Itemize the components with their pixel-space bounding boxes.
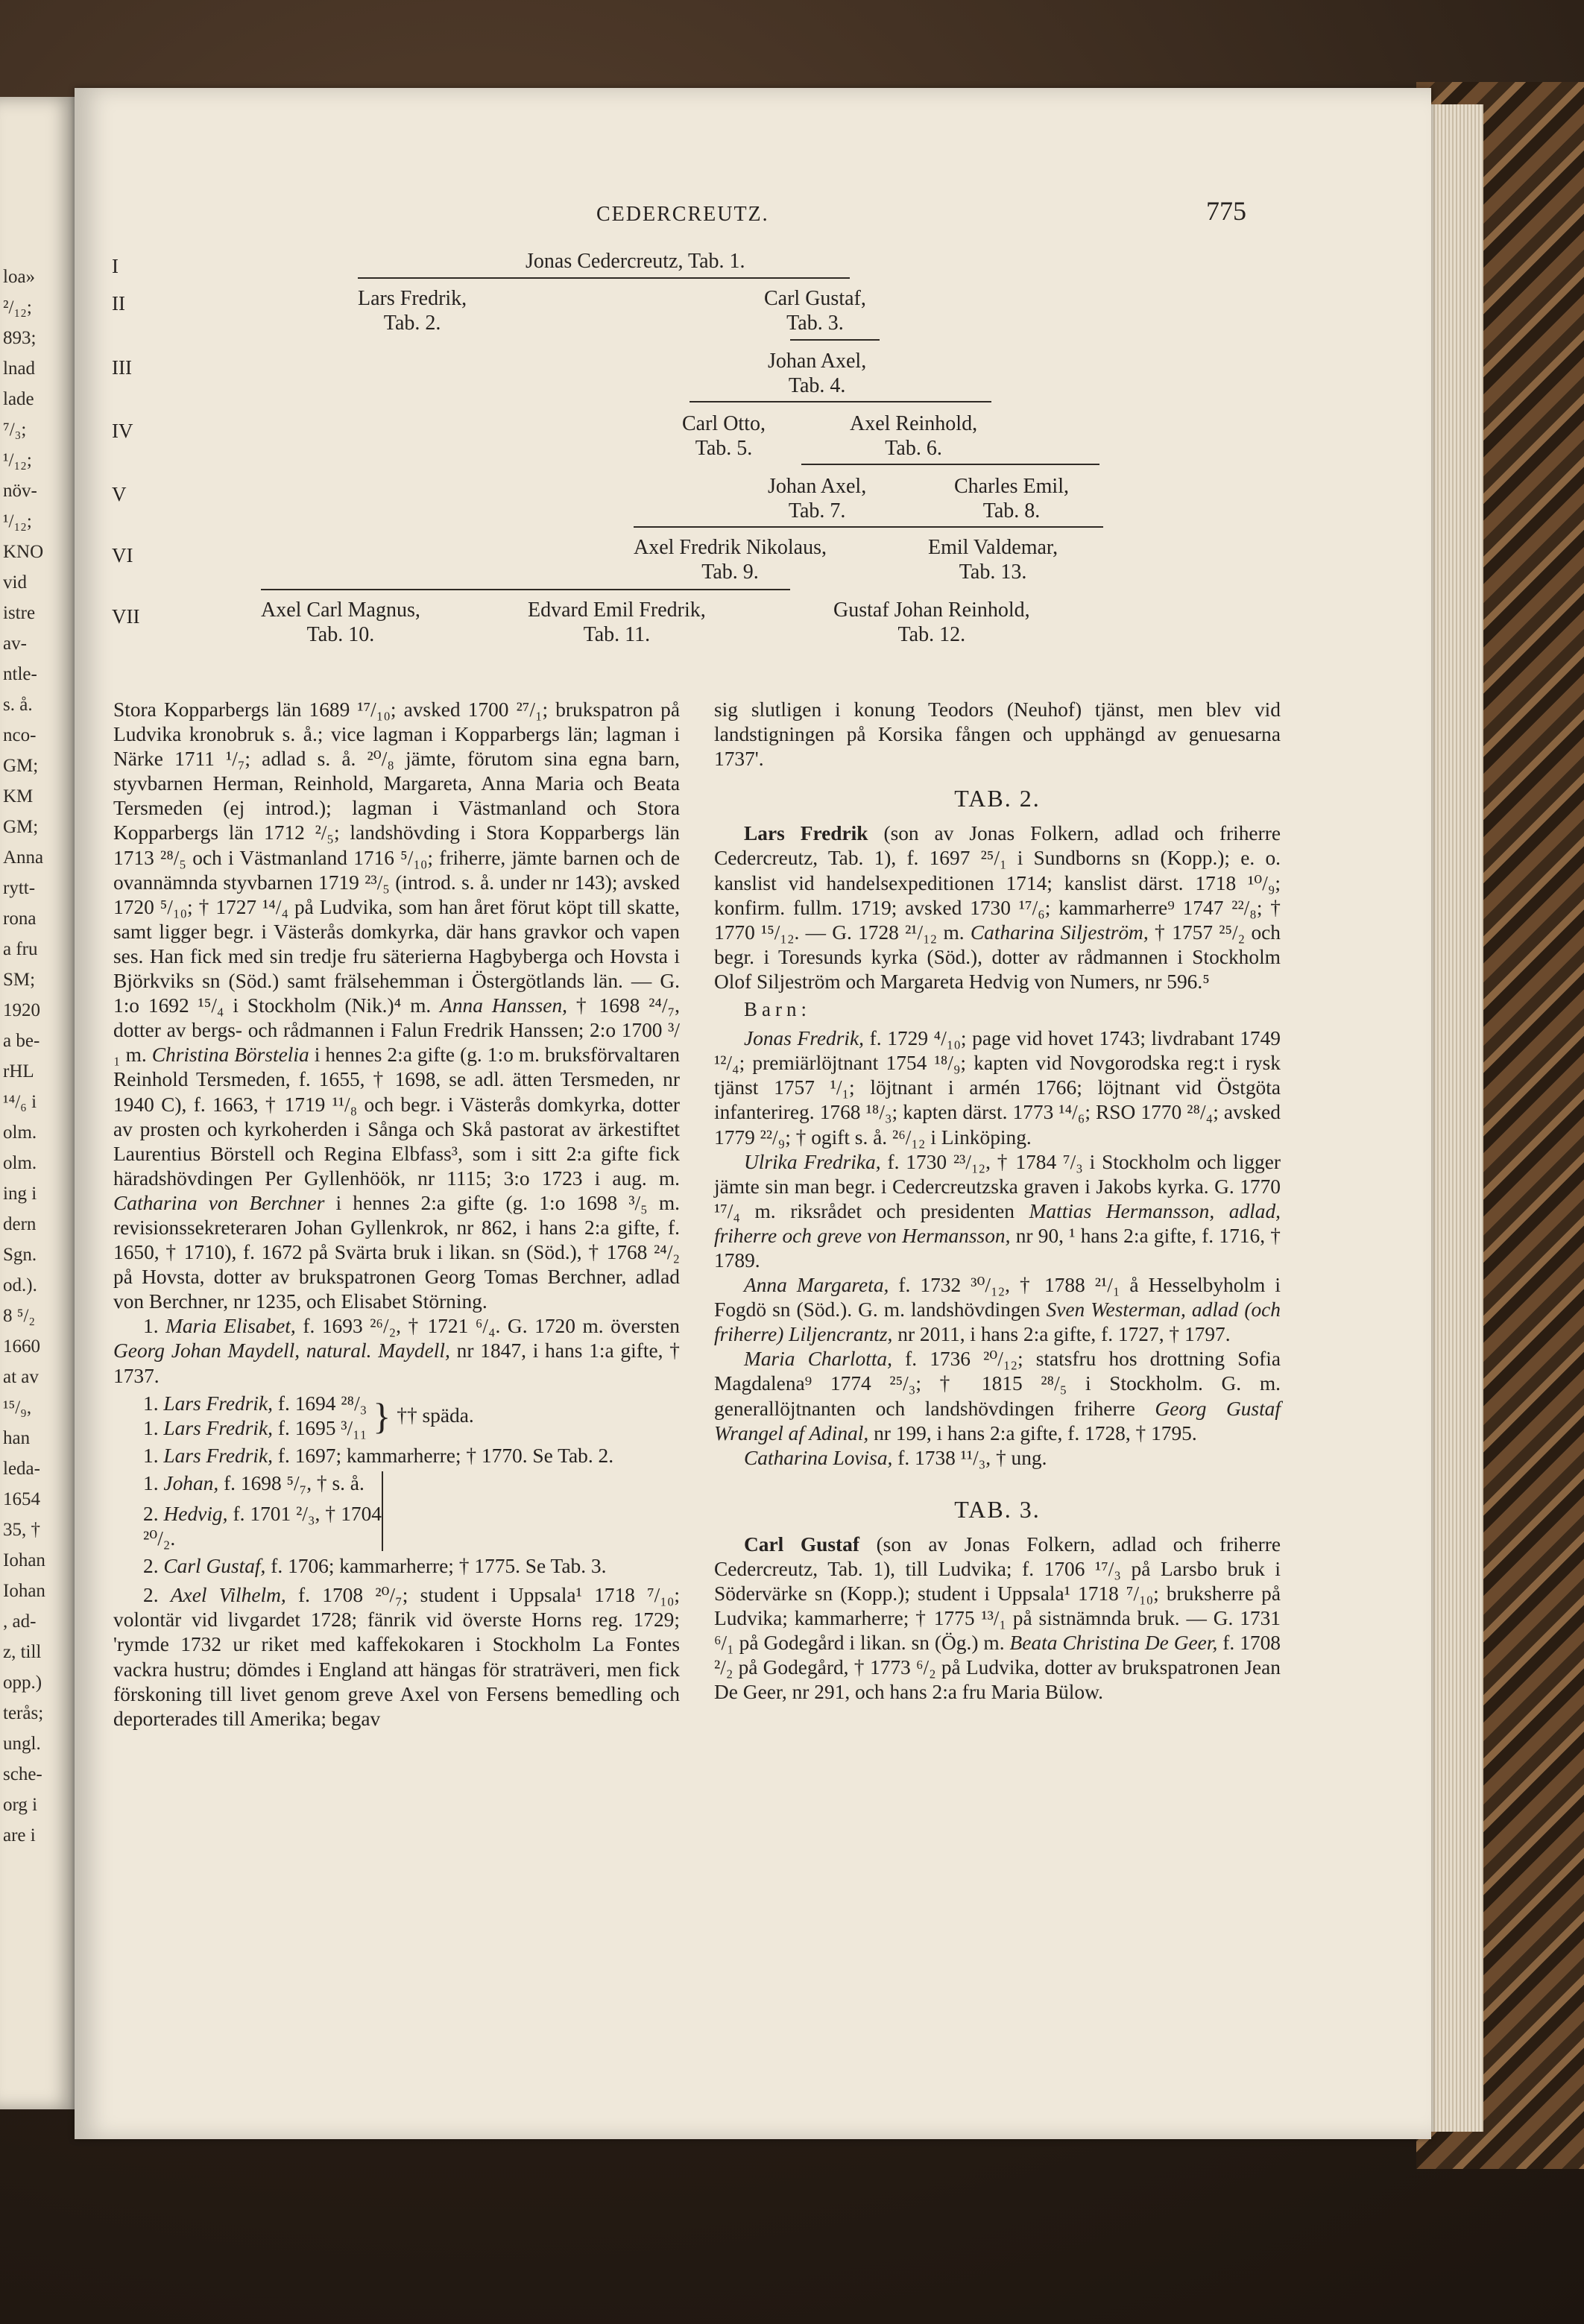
tree-node-edvard-emil-fredrik: Edvard Emil Fredrik, Tab. 11. — [528, 599, 706, 646]
tree-connector — [358, 277, 850, 279]
previous-page-text-fragment: Iohan — [3, 1581, 45, 1601]
previous-page-text-fragment: istre — [3, 603, 36, 623]
previous-page-text-fragment: 1920 — [3, 1000, 40, 1020]
previous-page-text-fragment: ¹⁴/₆ i — [3, 1092, 37, 1112]
twins-entry: 1. Lars Fredrik, f. 1694 ²⁸/₃ 1. Lars Fredrik, f. 1695 ³/₁₁ } †† späda. — [143, 1392, 474, 1439]
paragraph-jonas: Stora Kopparbergs län 1689 ¹⁷/₁₀; avsked 1700 ²⁷/₁; brukspatron på Ludvika kronobruk s. å.; vice lagman i Kopparbergs län; lagman i Närke 1711 ¹/₇; adlad s. å. ²⁰/₈ jämte, förutom sina egna barn, styvbarnen Herman, Reinhold, Margareta, Anna Maria och Beata Tersmeden (ej introd.); lagman i Västmanland och Stora Kopparbergs län 1712 ²/₅; landshövding i Stora Kopparbergs län 1713 ²⁸/₅ och i Västmanland 1716 ⁵/₁₀; friherre, jämte barnen och de ovannämnda styvbarnen 1719 ²³/₅ (introd. s. å. under nr 143); avsked 1720 ⁵/₁₀; † 1727 ¹⁴/₄ på Ludvika, som han året förut köpt till skatte, samt ligger begr. i Västerås domkyrka, där hans gravkor och vapen ses. Han fick med sin tredje fru säterierna Hagbyberga och Hovsta i Björkviks sn (Söd.) samt frälsehemman i Östergötlands län. — G. 1:o 1692 ¹⁵/₄ i Stockholm (Nik.)⁴ m. Anna Hanssen, † 1698 ²⁴/₇, dotter av bergs- och rådmannen i Falun Fredrik Hanssen; 2:o 1700 ³/₁ m. Christina Börstelia i hennes 2:a gifte (g. 1:o m. bruksförvaltaren Reinhold Tersmeden, f. 1655, † 1698, se adl. ätten Tersmeden, nr 1940 C), f. 1663, † 1719 ¹¹/₈ och begr. i Västerås domkyrka, dotter av prosten och kyrkoherden i Sånga och Skå pastorat av ärkestiftet Laurentius Börstell och Regina Elbfass³, som i sitt 2:a gifte fick häradshövdingen Per Gyllenhöök, nr 1115; 3:o 1723 i aug. m. Catharina von Berchner i hennes 2:a gifte (g. 1:o 1698 ³/₅ m. revisionssekreteraren Johan Gyllenkrok, nr 862, i hans 2:a gifte, f. 1650, † 1710), f. 1672 på Svärta bruk i likan. sn (Söd.), † 1768 ²⁴/₂ på Hovsta, dotter av brukspatronen Georg Tomas Berchner, adlad von Berchner, nr 1235, och Elisabet Störning. — [113, 698, 681, 1313]
generation-label: I — [112, 255, 119, 277]
previous-page-text-fragment: növ- — [3, 481, 37, 501]
page-edges — [1424, 104, 1483, 2132]
previous-page-text-fragment: ¹⁵/₉, — [3, 1398, 32, 1418]
tree-node-axel-reinhold: Axel Reinhold, Tab. 6. — [850, 412, 978, 460]
tree-node-lars-fredrik: Lars Fredrik, Tab. 2. — [358, 287, 467, 335]
children-heading: Barn: — [744, 998, 811, 1021]
previous-page-text-fragment: org i — [3, 1795, 38, 1815]
child-entry: Jonas Fredrik, f. 1729 ⁴/₁₀; page vid hovet 1743; livdrabant 1749 ¹²/₄; premiärlöjtnant 1754 ¹⁸/₉; kapten vid Novgorodska reg:t i rysk tjänst 1757 ¹/₁; löjtnant i armén 1766; löjtnant vid Östgöta infanterireg. 1768 ¹⁸/₃; kapten därst. 1773 ¹⁴/₆; RSO 1770 ²⁸/₄; avsked 1779 ²²/₉; † ogift s. å. ²⁶/₁₂ i Linköping. — [714, 1027, 1281, 1149]
grandchild-group: 1. Johan, f. 1698 ⁵/₇, † s. å. 2. Hedvig, f. 1701 ²/₃, † 1704 ²⁰/₂. — [143, 1471, 383, 1551]
paragraph-carl-gustaf: Carl Gustaf (son av Jonas Folkern, adlad och friherre Cedercreutz, Tab. 1), till Ludvika; f. 1706 ¹⁷/₃ på Larsbo bruk i Södervärke sn (Kopp.); student i Uppsala¹ 1718 ⁷/₁₀; bruksherre på Ludvika; kammarherre; † 1775 ¹³/₁ på sistnämnda bruk. — G. 1731 ⁶/₁ på Godegård i likan. sn (Ög.) m. Beata Christina De Geer, f. 1708 ²/₂ på Godegård, † 1773 ⁶/₂ på Ludvika, dotter av brukspatronen Jean De Geer, nr 291, och hans 2:a fru Maria Bülow. — [714, 1532, 1281, 1704]
previous-page-text-fragment: 1654 — [3, 1489, 40, 1509]
previous-page-text-fragment: 1660 — [3, 1336, 40, 1357]
right-column — [714, 698, 1281, 1705]
previous-page-text-fragment: GM; — [3, 756, 39, 776]
previous-page-text-fragment: GM; — [3, 817, 39, 837]
section-heading-tab3: TAB. 3. — [954, 1495, 1041, 1523]
tree-node-axel-carl-magnus: Axel Carl Magnus, Tab. 10. — [261, 599, 420, 646]
previous-page-text-fragment: rona — [3, 909, 37, 929]
previous-page-text-fragment: loa» — [3, 267, 36, 287]
previous-page-text-fragment: ¹/₁₂; — [3, 511, 32, 531]
tree-node-emil-valdemar: Emil Valdemar, Tab. 13. — [928, 536, 1058, 584]
child-entry: Ulrika Fredrika, f. 1730 ²³/₁₂, † 1784 ⁷/₃ i Stockholm och ligger jämte sin man begr. i Cedercreutzska graven i Jakobs kyrka. G. 1770 ¹⁷/₄ m. riksrådet och presidenten Mattias Hermansson, adlad, friherre och greve von Hermansson, nr 90, ¹ hans 2:a gifte, f. 1716, † 1789. — [714, 1150, 1281, 1272]
previous-page-text-fragment: vid — [3, 572, 27, 593]
generation-label: II — [112, 292, 125, 315]
previous-page-text-fragment: 893; — [3, 328, 37, 348]
left-column — [113, 698, 680, 1731]
previous-page-text-fragment: z, till — [3, 1642, 42, 1662]
child-entry: Anna Margareta, f. 1732 ³⁰/₁₂, † 1788 ²¹/₁ å Hesselbyholm i Fogdö sn (Söd.). G. m. landshövdingen Sven Westerman, adlad (och friherre) Liljencrantz, nr 2011, i hans 2:a gifte, f. 1727, † 1797. — [714, 1274, 1281, 1346]
running-head: CEDERCREUTZ. — [596, 203, 769, 226]
child-entry: Catharina Lovisa, f. 1738 ¹¹/₃, † ung. — [744, 1446, 1047, 1469]
previous-page-text-fragment: rHL — [3, 1061, 34, 1082]
child-entry: 2. Carl Gustaf, f. 1706; kammarherre; † 1775. Se Tab. 3. — [143, 1555, 607, 1578]
previous-page-text-fragment: at av — [3, 1367, 39, 1387]
previous-page-text-fragment: av- — [3, 634, 27, 654]
generation-label: VI — [112, 544, 133, 566]
previous-page-text-fragment: KNO — [3, 542, 44, 562]
tree-node-carl-gustaf: Carl Gustaf, Tab. 3. — [764, 287, 866, 335]
child-entry: Maria Charlotta, f. 1736 ²⁰/₁₂; statsfru hos drottning Sofia Magdalena⁹ 1774 ²⁵/₃; † 1815 ²⁸/₅ i Stockholm. G. m. generallöjtnanten och landshövdingen friherre Georg Gustaf Wrangel af Adinal, nr 199, i hans 2:a gifte, f. 1728, † 1795. — [714, 1348, 1281, 1444]
previous-page-text-fragment: Sgn. — [3, 1245, 37, 1265]
previous-page-text-fragment: olm. — [3, 1153, 37, 1173]
previous-page-text-fragment: SM; — [3, 970, 36, 990]
previous-page-text-fragment: olm. — [3, 1122, 37, 1143]
previous-page-text-fragment: a fru — [3, 939, 38, 959]
tree-node-gen1: Jonas Cedercreutz, Tab. 1. — [526, 250, 745, 273]
previous-page-text-fragment: Iohan — [3, 1550, 45, 1570]
previous-page-text-fragment: Anna — [3, 847, 44, 868]
generation-label: V — [112, 483, 127, 505]
previous-page-text-fragment: sche- — [3, 1764, 42, 1784]
previous-page-text-fragment: , ad- — [3, 1611, 37, 1632]
generation-label: IV — [112, 420, 133, 442]
tree-node-gustaf-johan-reinhold: Gustaf Johan Reinhold, Tab. 12. — [833, 599, 1030, 646]
tree-connector — [801, 464, 1099, 465]
child-entry: 1. Lars Fredrik, f. 1697; kammarherre; † 1770. Se Tab. 2. — [143, 1444, 614, 1467]
tree-connector — [790, 339, 880, 341]
previous-page-text-fragment: ¹/₁₂; — [3, 450, 32, 470]
previous-page-text-fragment: ing i — [3, 1184, 37, 1204]
previous-page-text-fragment: han — [3, 1428, 31, 1448]
page-number: 775 — [1206, 196, 1246, 226]
generation-label: VII — [112, 605, 140, 628]
paragraph-lars-fredrik: Lars Fredrik (son av Jonas Folkern, adlad och friherre Cedercreutz, Tab. 1), f. 1697 ²⁵/₁ i Sundborns sn (Kopp.); e. o. kanslist vid handelsexpeditionen 1714; kanslist därst. 1718 ¹⁰/₉; konfirm. fullm. 1719; avsked 1730 ¹⁷/₆; kammarherre⁹ 1747 ²²/₈; † 1770 ¹⁵/₁₂. — G. 1728 ²¹/₁₂ m. Catharina Siljeström, † 1757 ²⁵/₂ och begr. i Toresunds kyrka (Söd.), dotter av rådmannen i Stockholm Olof Siljeström och Margareta Hedvig von Numers, nr 596.⁵ — [714, 822, 1281, 993]
tree-node-johan-axel-7: Johan Axel, Tab. 7. — [768, 475, 867, 522]
previous-page-text-fragment: ntle- — [3, 664, 37, 684]
previous-page-text-fragment: opp.) — [3, 1673, 42, 1693]
tree-node-carl-otto: Carl Otto, Tab. 5. — [682, 412, 766, 460]
previous-page-text-fragment: ²/₁₂; — [3, 297, 32, 318]
tree-node-johan-axel: Johan Axel, Tab. 4. — [768, 350, 867, 397]
previous-page-text-fragment: lnad — [3, 359, 36, 379]
tree-connector — [261, 589, 790, 590]
previous-page-text-fragment: are i — [3, 1825, 36, 1845]
previous-page-text-fragment: ⁷/₃; — [3, 420, 27, 440]
previous-page-text-fragment: terås; — [3, 1703, 44, 1723]
child-entry: 1. Maria Elisabet, f. 1693 ²⁶/₂, † 1721 ⁶/₄. G. 1720 m. översten Georg Johan Maydell, natural. Maydell, nr 1847, i hans 1:a gifte, † 1737. — [113, 1315, 680, 1387]
previous-page-text-fragment: KM — [3, 786, 34, 806]
previous-page-text-fragment: leda- — [3, 1459, 40, 1479]
tree-node-axel-fredrik-nikolaus: Axel Fredrik Nikolaus, Tab. 9. — [634, 536, 827, 584]
previous-page-text-fragment: 35, † — [3, 1520, 40, 1540]
child-entry: 2. Axel Vilhelm, f. 1708 ²⁰/₇; student i Uppsala¹ 1718 ⁷/₁₀; volontär vid livgardet 1728; fänrik vid överste Horns reg. 1729; 'rymde 1732 ur riket med kaffekokaren i Stockholm La Fontes vackra hustru; dömdes i England att hängas för straträveri, men fick förskoning till livet genom greve Axel von Fersens bemedling och deporterades till Amerika; begav — [113, 1584, 680, 1730]
previous-page-text-fragment: rytt- — [3, 878, 36, 898]
previous-page-text-fragment: nco- — [3, 725, 37, 745]
tree-connector — [634, 526, 1103, 528]
previous-page-text-fragment: lade — [3, 389, 34, 409]
paragraph-continuation: sig slutligen i konung Teodors (Neuhof) tjänst, men blev vid landstigningen på Korsika fången och upphängd av genuesarna 1737'. — [714, 698, 1281, 771]
previous-page-text-fragment: ungl. — [3, 1734, 41, 1754]
previous-page-fragment — [0, 97, 78, 2109]
tree-node-charles-emil: Charles Emil, Tab. 8. — [954, 475, 1069, 522]
previous-page-text-fragment: 8 ⁵/₂ — [3, 1306, 36, 1326]
generation-label: III — [112, 356, 132, 379]
previous-page-text-fragment: od.). — [3, 1275, 37, 1295]
previous-page-text-fragment: s. å. — [3, 695, 33, 715]
previous-page-text-fragment: a be- — [3, 1031, 40, 1051]
section-heading-tab2: TAB. 2. — [954, 785, 1041, 812]
previous-page-text-fragment: dern — [3, 1214, 37, 1234]
tree-connector — [690, 401, 991, 402]
